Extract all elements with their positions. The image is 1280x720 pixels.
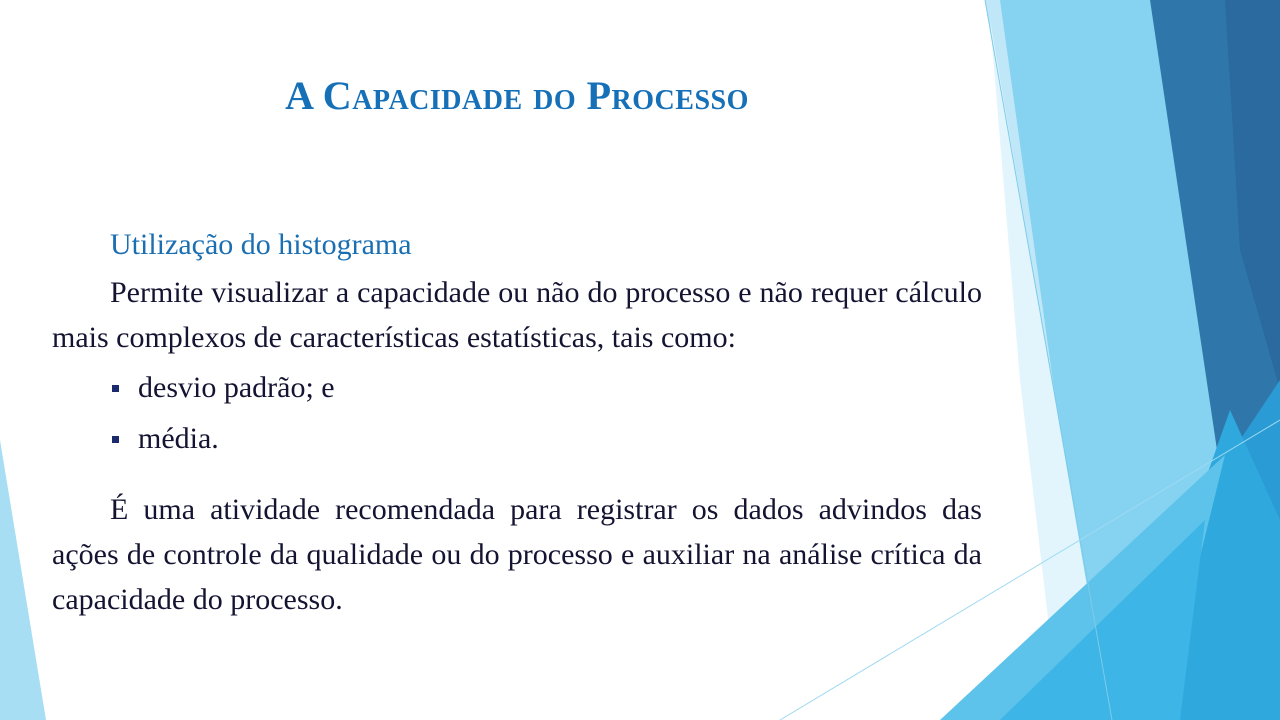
list-item: [110, 416, 982, 461]
left-accent-shape: [0, 440, 46, 720]
square-bullet-icon: [112, 385, 119, 392]
paragraph-intro: Permite visualizar a capacidade ou não do processo e não requer cálculo mais complexos de características estatísticas, tais como:: [52, 276, 982, 354]
list-item: [110, 365, 982, 410]
list-item-text: desvio padrão; e: [138, 371, 335, 404]
list-item-text: média.: [138, 422, 219, 455]
section-subtitle: Utilização do histograma: [110, 228, 412, 261]
bullet-list: [52, 365, 982, 461]
slide-body: [52, 222, 982, 622]
slide-title: A Capacidade do Processo: [285, 73, 749, 118]
square-bullet-icon: [112, 436, 119, 443]
paragraph-conclusion: É uma atividade recomendada para registrar os dados advindos das ações de controle da qualidade ou do processo e auxiliar na análise crítica da capacidade do processo.: [52, 493, 982, 616]
